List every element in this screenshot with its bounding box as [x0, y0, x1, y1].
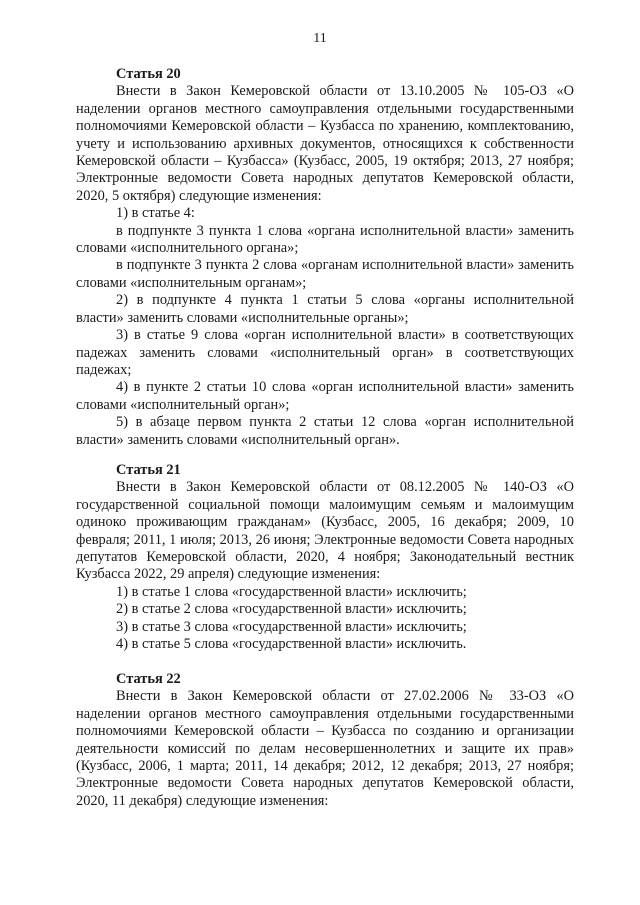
page-number: 11: [313, 31, 327, 46]
list-item: в подпункте 3 пункта 1 слова «органа исполнительной власти» заменить словами «исполнительного органа»;: [76, 222, 574, 257]
article-heading: Статья 22: [116, 671, 181, 687]
list-item: 1) в статье 4:: [116, 205, 195, 222]
article-intro: Внести в Закон Кемеровской области от 08.12.2005 № 140-ОЗ «О государственной социальной помощи малоимущим семьям и малоимущим одиноко проживающим гражданам» (Кузбасс, 2005, 16 декабря; 2009, 10 февраля; 2011, 1 июля; 2013, 26 июня; Электронные ведомости Совета народных депутатов Кемеровской области, 2020, 4 ноября; Законодательный вестник Кузбасса 2022, 29 апреля) следующие изменения:: [76, 479, 574, 583]
article-21: [76, 462, 574, 653]
list-item: 1) в статье 1 слова «государственной власти» исключить;: [116, 583, 467, 600]
list-item: 4) в пункте 2 статьи 10 слова «орган исполнительной власти» заменить словами «исполнительный орган»;: [76, 379, 574, 413]
article-22: [76, 671, 574, 810]
list-item: 2) в статье 2 слова «государственной власти» исключить;: [116, 601, 467, 618]
list-item: 3) в статье 3 слова «государственной власти» исключить;: [116, 618, 467, 635]
list-item: 3) в статье 9 слова «орган исполнительной власти» в соответствующих падежах заменить словами «исполнительный орган» в соответствующих падежах;: [76, 327, 574, 378]
article-intro: Внести в Закон Кемеровской области от 13.10.2005 № 105-ОЗ «О наделении органов местного самоуправления отдельными государственными полномочиями Кемеровской области – Кузбасса по хранению, комплектованию, учету и использованию архивных документов, относящихся к собственности Кемеровской области – Кузбасса» (Кузбасс, 2005, 19 октября; 2013, 27 ноября; Электронные ведомости Совета народных депутатов Кемеровской области, 2020, 5 октября) следующие изменения:: [76, 83, 574, 204]
list-item: в подпункте 3 пункта 2 слова «органам исполнительной власти» заменить словами «исполнительным органам»;: [76, 257, 574, 291]
article-20: [76, 66, 574, 449]
list-item: 4) в статье 5 слова «государственной власти» исключить.: [116, 636, 467, 653]
article-heading: Статья 21: [116, 462, 181, 478]
list-item: 5) в абзаце первом пункта 2 статьи 12 слова «орган исполнительной власти» заменить словами «исполнительный орган».: [76, 414, 574, 448]
article-heading: Статья 20: [116, 66, 181, 82]
list-item: 2) в подпункте 4 пункта 1 статьи 5 слова «органы исполнительной власти» заменить словами «исполнительные органы»;: [76, 292, 574, 326]
article-intro: Внести в Закон Кемеровской области от 27.02.2006 № 33-ОЗ «О наделении органов местного самоуправления отдельными государственными полномочиями Кемеровской области – Кузбасса по созданию и организации деятельности комиссий по делам несовершеннолетних и защите их прав» (Кузбасс, 2006, 1 марта; 2011, 14 декабря; 2012, 12 декабря; 2013, 27 ноября; Электронные ведомости Совета народных депутатов Кемеровской области, 2020, 11 декабря) следующие изменения:: [76, 688, 574, 809]
